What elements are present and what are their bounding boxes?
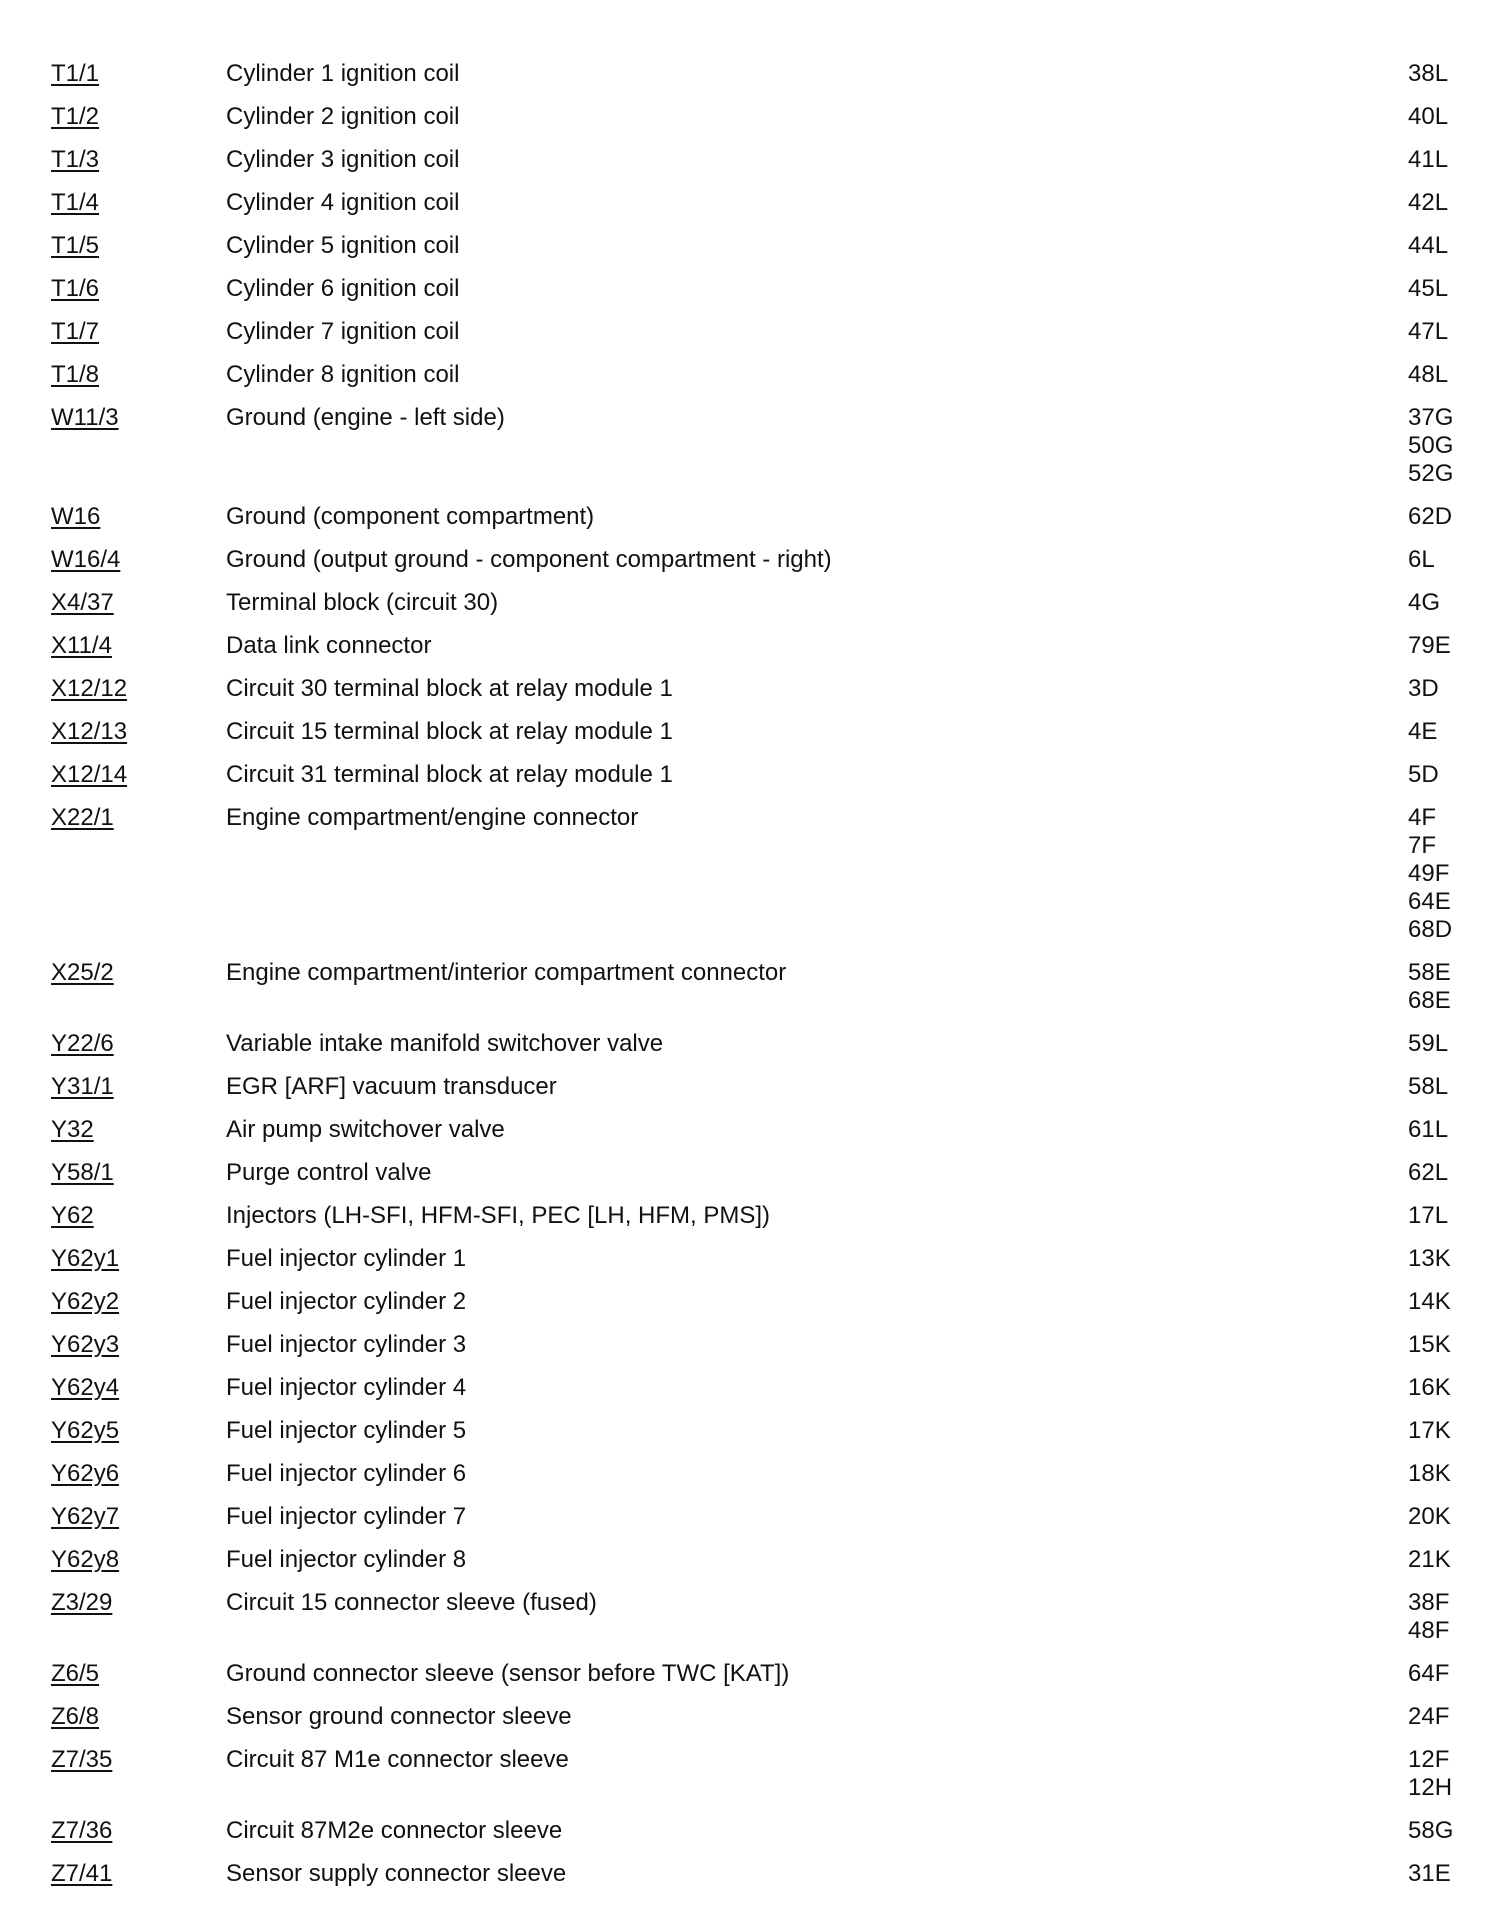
legend-row	[0, 1159, 1504, 1187]
component-description: Circuit 87 M1e connector sleeve	[226, 1746, 569, 1773]
legend-row	[0, 1746, 1504, 1802]
grid-reference: 18K	[1408, 1460, 1451, 1487]
component-code-link[interactable]: T1/1	[51, 60, 100, 87]
component-code-link[interactable]: Y31/1	[51, 1073, 114, 1100]
grid-reference: 49F	[1408, 860, 1450, 887]
legend-row	[0, 1589, 1504, 1645]
grid-reference: 21K	[1408, 1546, 1451, 1573]
legend-row	[0, 1116, 1504, 1144]
grid-reference: 17K	[1408, 1417, 1451, 1444]
grid-reference-list	[1408, 1746, 1452, 1802]
grid-reference: 52G	[1408, 460, 1454, 487]
grid-reference-list	[1408, 1202, 1448, 1230]
grid-reference: 13K	[1408, 1245, 1451, 1272]
legend-row	[0, 1245, 1504, 1273]
legend-row	[0, 675, 1504, 703]
component-code-link[interactable]: Y22/6	[51, 1030, 114, 1057]
component-code-link[interactable]: X11/4	[51, 632, 112, 659]
grid-reference: 61L	[1408, 1116, 1449, 1143]
grid-reference-list	[1408, 404, 1453, 488]
component-code-link[interactable]: T1/8	[51, 361, 100, 388]
grid-reference-list	[1408, 103, 1448, 131]
legend-row	[0, 275, 1504, 303]
grid-reference-list	[1408, 60, 1448, 88]
legend-row	[0, 1546, 1504, 1574]
grid-reference: 4E	[1408, 718, 1438, 745]
grid-reference-list	[1408, 275, 1448, 303]
grid-reference-list	[1408, 1331, 1451, 1359]
component-description: Fuel injector cylinder 1	[226, 1245, 467, 1272]
component-description: Cylinder 5 ignition coil	[226, 232, 460, 259]
grid-reference: 68D	[1408, 916, 1453, 943]
grid-reference: 62L	[1408, 1159, 1449, 1186]
grid-reference-list	[1408, 761, 1439, 789]
legend-row	[0, 232, 1504, 260]
component-description: Fuel injector cylinder 3	[226, 1331, 467, 1358]
component-code-link[interactable]: Z7/36	[51, 1817, 113, 1844]
component-description: Purge control valve	[226, 1159, 432, 1186]
legend-row	[0, 1817, 1504, 1845]
grid-reference: 38F	[1408, 1589, 1450, 1616]
legend-row	[0, 146, 1504, 174]
grid-reference-list	[1408, 718, 1437, 746]
legend-row	[0, 1460, 1504, 1488]
grid-reference: 16K	[1408, 1374, 1451, 1401]
grid-reference-list	[1408, 632, 1451, 660]
grid-reference: 45L	[1408, 275, 1449, 302]
grid-reference: 58E	[1408, 959, 1451, 986]
component-code-link[interactable]: T1/6	[51, 275, 100, 302]
component-code-link[interactable]: W16	[51, 503, 101, 530]
grid-reference-list	[1408, 1288, 1451, 1316]
component-code-link[interactable]: Y62y6	[51, 1460, 120, 1487]
component-description: Fuel injector cylinder 4	[226, 1374, 467, 1401]
grid-reference-list	[1408, 503, 1452, 531]
grid-reference: 47L	[1408, 318, 1449, 345]
legend-row	[0, 1331, 1504, 1359]
grid-reference-list	[1408, 1546, 1451, 1574]
grid-reference: 48F	[1408, 1617, 1450, 1644]
component-description: Cylinder 6 ignition coil	[226, 275, 460, 302]
grid-reference: 62D	[1408, 503, 1453, 530]
component-description: Fuel injector cylinder 2	[226, 1288, 467, 1315]
legend-row	[0, 1374, 1504, 1402]
component-code-link[interactable]: W16/4	[51, 546, 121, 573]
component-code-link[interactable]: W11/3	[51, 404, 119, 431]
grid-reference: 6L	[1408, 546, 1435, 573]
component-code-link[interactable]: T1/5	[51, 232, 100, 259]
grid-reference-list	[1408, 1860, 1451, 1888]
component-description: Circuit 87M2e connector sleeve	[226, 1817, 563, 1844]
legend-row	[0, 718, 1504, 746]
grid-reference-list	[1408, 318, 1448, 346]
legend-row	[0, 189, 1504, 217]
grid-reference: 58L	[1408, 1073, 1449, 1100]
component-code-link[interactable]: Z7/41	[51, 1860, 113, 1887]
grid-reference: 31E	[1408, 1860, 1451, 1887]
grid-reference-list	[1408, 361, 1448, 389]
grid-reference: 59L	[1408, 1030, 1449, 1057]
legend-row	[0, 1288, 1504, 1316]
legend-row	[0, 589, 1504, 617]
component-code-link[interactable]: T1/7	[51, 318, 100, 345]
component-description: Cylinder 1 ignition coil	[226, 60, 460, 87]
grid-reference-list	[1408, 146, 1448, 174]
component-code-link[interactable]: X25/2	[51, 959, 114, 986]
grid-reference: 41L	[1408, 146, 1449, 173]
component-description: Sensor ground connector sleeve	[226, 1703, 572, 1730]
grid-reference: 5D	[1408, 761, 1439, 788]
grid-reference: 42L	[1408, 189, 1449, 216]
legend-row	[0, 361, 1504, 389]
component-description: Cylinder 7 ignition coil	[226, 318, 460, 345]
legend-row	[0, 959, 1504, 1015]
grid-reference: 3D	[1408, 675, 1439, 702]
component-code-link[interactable]: X22/1	[51, 804, 114, 831]
component-description: Engine compartment/engine connector	[226, 804, 639, 831]
grid-reference: 58G	[1408, 1817, 1454, 1844]
grid-reference-list	[1408, 1245, 1451, 1273]
component-description: Ground (component compartment)	[226, 503, 595, 530]
legend-row	[0, 1860, 1504, 1888]
component-code-link[interactable]: Y62y2	[51, 1288, 120, 1315]
component-description: Fuel injector cylinder 8	[226, 1546, 467, 1573]
grid-reference-list	[1408, 1660, 1449, 1688]
grid-reference: 64F	[1408, 1660, 1450, 1687]
legend-row	[0, 1202, 1504, 1230]
component-code-link[interactable]: T1/2	[51, 103, 100, 130]
component-description: Terminal block (circuit 30)	[226, 589, 499, 616]
grid-reference-list	[1408, 1116, 1448, 1144]
component-code-link[interactable]: X12/13	[51, 718, 128, 745]
legend-row	[0, 103, 1504, 131]
component-description: Air pump switchover valve	[226, 1116, 505, 1143]
component-code-link[interactable]: Y62y7	[51, 1503, 120, 1530]
grid-reference-list	[1408, 1589, 1449, 1645]
grid-reference: 50G	[1408, 432, 1454, 459]
legend-row	[0, 1503, 1504, 1531]
grid-reference: 79E	[1408, 632, 1451, 659]
legend-row	[0, 546, 1504, 574]
component-description: EGR [ARF] vacuum transducer	[226, 1073, 557, 1100]
component-code-link[interactable]: Y62y4	[51, 1374, 120, 1401]
component-description: Data link connector	[226, 632, 432, 659]
component-code-link[interactable]: Y62y3	[51, 1331, 120, 1358]
component-code-link[interactable]: Z3/29	[51, 1589, 113, 1616]
grid-reference-list	[1408, 675, 1439, 703]
grid-reference: 17L	[1408, 1202, 1449, 1229]
grid-reference: 40L	[1408, 103, 1449, 130]
legend-row	[0, 1703, 1504, 1731]
grid-reference: 14K	[1408, 1288, 1451, 1315]
grid-reference: 4F	[1408, 804, 1437, 831]
component-code-link[interactable]: Y62y1	[51, 1245, 120, 1272]
grid-reference-list	[1408, 546, 1435, 574]
grid-reference: 24F	[1408, 1703, 1450, 1730]
component-description: Circuit 31 terminal block at relay module 1	[226, 761, 673, 788]
legend-row	[0, 318, 1504, 346]
grid-reference-list	[1408, 189, 1448, 217]
legend-row	[0, 1073, 1504, 1101]
legend-row	[0, 761, 1504, 789]
grid-reference: 4G	[1408, 589, 1441, 616]
grid-reference: 15K	[1408, 1331, 1451, 1358]
legend-row	[0, 1417, 1504, 1445]
legend-row	[0, 404, 1504, 488]
component-description: Cylinder 4 ignition coil	[226, 189, 460, 216]
component-description: Fuel injector cylinder 5	[226, 1417, 467, 1444]
component-code-link[interactable]: Y32	[51, 1116, 94, 1143]
grid-reference: 37G	[1408, 404, 1454, 431]
component-code-link[interactable]: Y62y5	[51, 1417, 120, 1444]
component-code-link[interactable]: Y62y8	[51, 1546, 120, 1573]
component-description: Ground (output ground - component compartment - right)	[226, 546, 832, 573]
component-description: Cylinder 8 ignition coil	[226, 361, 460, 388]
component-description: Fuel injector cylinder 6	[226, 1460, 467, 1487]
component-description: Variable intake manifold switchover valve	[226, 1030, 664, 1057]
grid-reference-list	[1408, 1417, 1451, 1445]
component-description: Cylinder 2 ignition coil	[226, 103, 460, 130]
grid-reference-list	[1408, 1817, 1453, 1845]
grid-reference-list	[1408, 1460, 1451, 1488]
grid-reference-list	[1408, 1703, 1449, 1731]
grid-reference-list	[1408, 1503, 1451, 1531]
component-description: Injectors (LH-SFI, HFM-SFI, PEC [LH, HFM, PMS])	[226, 1202, 771, 1229]
component-code-link[interactable]: X12/14	[51, 761, 128, 788]
grid-reference: 12F	[1408, 1746, 1450, 1773]
component-description: Cylinder 3 ignition coil	[226, 146, 460, 173]
grid-reference-list	[1408, 589, 1440, 617]
grid-reference: 38L	[1408, 60, 1449, 87]
grid-reference: 48L	[1408, 361, 1449, 388]
legend-row	[0, 503, 1504, 531]
legend-row	[0, 1030, 1504, 1058]
component-code-link[interactable]: X4/37	[51, 589, 114, 616]
component-description: Circuit 30 terminal block at relay module 1	[226, 675, 673, 702]
component-code-link[interactable]: Y62	[51, 1202, 94, 1229]
component-description: Fuel injector cylinder 7	[226, 1503, 467, 1530]
grid-reference-list	[1408, 1030, 1448, 1058]
component-description: Circuit 15 terminal block at relay module 1	[226, 718, 673, 745]
legend-row	[0, 60, 1504, 88]
legend-row	[0, 632, 1504, 660]
grid-reference-list	[1408, 959, 1451, 1015]
component-description: Circuit 15 connector sleeve (fused)	[226, 1589, 597, 1616]
component-legend-table	[0, 60, 1504, 1903]
grid-reference-list	[1408, 232, 1448, 260]
component-code-link[interactable]: Y58/1	[51, 1159, 114, 1186]
component-code-link[interactable]: Z7/35	[51, 1746, 113, 1773]
component-description: Engine compartment/interior compartment connector	[226, 959, 787, 986]
grid-reference-list	[1408, 1159, 1448, 1187]
component-code-link[interactable]: Z6/8	[51, 1703, 100, 1730]
grid-reference: 20K	[1408, 1503, 1451, 1530]
grid-reference: 44L	[1408, 232, 1449, 259]
legend-row	[0, 804, 1504, 944]
component-description: Sensor supply connector sleeve	[226, 1860, 567, 1887]
component-code-link[interactable]: T1/3	[51, 146, 100, 173]
component-code-link[interactable]: T1/4	[51, 189, 100, 216]
grid-reference: 7F	[1408, 832, 1437, 859]
grid-reference: 64E	[1408, 888, 1451, 915]
grid-reference: 68E	[1408, 987, 1451, 1014]
grid-reference: 12H	[1408, 1774, 1453, 1801]
grid-reference-list	[1408, 1374, 1451, 1402]
legend-row	[0, 1660, 1504, 1688]
component-description: Ground (engine - left side)	[226, 404, 505, 431]
grid-reference-list	[1408, 1073, 1448, 1101]
grid-reference-list	[1408, 804, 1452, 944]
component-code-link[interactable]: X12/12	[51, 675, 128, 702]
component-code-link[interactable]: Z6/5	[51, 1660, 100, 1687]
component-description: Ground connector sleeve (sensor before TWC [KAT])	[226, 1660, 790, 1687]
